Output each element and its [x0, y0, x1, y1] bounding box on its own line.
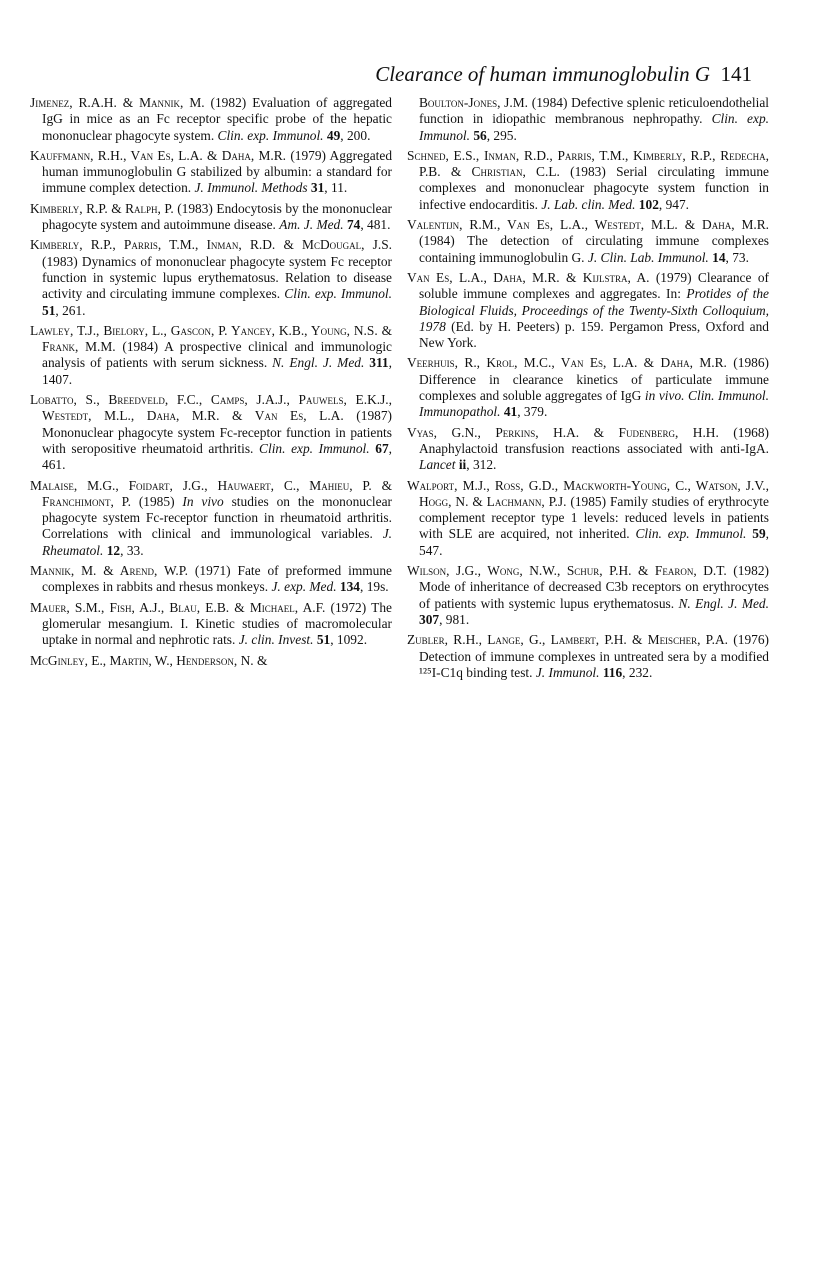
reference-pages: , 1407.: [42, 355, 392, 387]
reference-pages: , 19s.: [360, 579, 389, 595]
reference-volume: 67: [375, 440, 389, 456]
reference-year: (1984): [531, 95, 568, 110]
reference-authors: Mannik, M. & Arend, W.P.: [30, 563, 189, 579]
reference-title: Anaphylactoid transfusion reactions associated with anti-IgA.: [419, 440, 769, 456]
reference-authors: Schned, E.S., Inman, R.D., Parris, T.M., Kimberly, R.P., Redecha, P.B. & Christian, C.L.: [407, 147, 769, 180]
reference-pages: , 200.: [340, 127, 371, 143]
reference-title: Defective splenic reticuloendothelial function in idiopathic membranous nephropathy.: [419, 95, 769, 127]
reference-pages: , 379.: [517, 404, 548, 420]
reference-pages: , 33.: [120, 542, 144, 558]
reference-volume: 51: [42, 302, 56, 318]
reference-title: A prospective clinical and immunologic analysis of patients with serum sickness.: [42, 339, 393, 371]
reference-volume: 56: [473, 127, 487, 143]
reference-journal: Clin. exp. Immunol.: [284, 286, 393, 302]
reference-title: Difference in clearance kinetics of particulate immune complexes and soluble aggregates of IgG: [419, 371, 769, 404]
reference-entry: [30, 478, 392, 559]
reference-entry: [407, 355, 769, 420]
reference-year: (1979): [655, 269, 692, 285]
reference-title: Aggregated human immunoglobulin G stabilized by albumin: a standard for immune complex detection.: [42, 147, 393, 196]
reference-authors: Mauer, S.M., Fish, A.J., Blau, E.B. & Michael, A.F.: [30, 599, 326, 615]
reference-year: (1983): [570, 164, 606, 180]
reference-year: (1987): [356, 408, 392, 424]
reference-title: Endocytosis by the mononuclear phagocyte system and autoimmune disease.: [42, 200, 392, 233]
reference-volume: 59: [752, 526, 766, 542]
reference-pages: , 547.: [419, 526, 770, 558]
reference-journal: Am. J. Med.: [279, 217, 344, 233]
reference-authors: Kimberly, R.P. & Ralph, P.: [30, 200, 174, 216]
reference-year: (1976): [733, 632, 769, 648]
reference-authors: Vyas, G.N., Perkins, H.A. & Fudenberg, H.H.: [407, 424, 719, 440]
reference-title: Evaluation of aggregated IgG in mice as an Fc receptor specific probe of the hepatic mononuclear phagocyte system.: [42, 95, 392, 143]
reference-title: studies on the mononuclear phagocyte system Fc-receptor function in rheumatoid arthritis. Correlations with clinical and immunological variables.: [42, 493, 392, 542]
reference-entry: [407, 270, 769, 351]
reference-volume: 102: [638, 196, 659, 212]
reference-journal: J. Immunol. Methods: [194, 180, 308, 196]
reference-title: Mononuclear phagocyte system Fc-receptor function in patients with seropositive rheumatoid arthritis.: [42, 424, 392, 456]
reference-journal: J. exp. Med.: [271, 579, 337, 595]
reference-authors: Boulton-Jones, J.M.: [419, 95, 528, 110]
reference-pages: , 461.: [42, 440, 392, 473]
reference-title-italic: In vivo: [182, 493, 224, 509]
reference-pages: , 11.: [324, 180, 348, 196]
reference-volume: 311: [369, 355, 389, 371]
reference-volume: 41: [503, 404, 518, 420]
reference-year: (1985): [138, 493, 175, 509]
reference-volume: 12: [106, 542, 121, 558]
reference-pages: (Ed. by H. Peeters) p. 159. Pergamon Press, Oxford and New York.: [419, 318, 769, 351]
reference-year: (1983): [177, 200, 213, 216]
reference-entry: [30, 563, 392, 596]
reference-authors: Valentijn, R.M., Van Es, L.A., Westedt, M.L. & Daha, M.R.: [407, 217, 769, 233]
reference-year: (1971): [194, 563, 231, 579]
reference-authors: Lobatto, S., Breedveld, F.C., Camps, J.A.J., Pauwels, E.K.J., Westedt, M.L., Daha, M.R. & Van Es, L.A.: [30, 392, 392, 424]
reference-entry: [30, 201, 392, 234]
reference-authors: Malaise, M.G., Foidart, J.G., Hauwaert, C., Mahieu, P. & Franchimont, P.: [30, 477, 392, 509]
reference-volume: 14: [712, 249, 726, 265]
reference-year: (1985): [570, 493, 607, 509]
reference-entry: [407, 478, 769, 559]
reference-entry: [30, 600, 392, 649]
reference-year: (1982): [210, 95, 247, 110]
reference-title: The detection of circulating immune complexes containing immunoglobulin G.: [419, 233, 769, 265]
reference-entry: [407, 95, 769, 144]
reference-entry: [407, 217, 769, 266]
reference-title: Mode of inheritance of decreased C3b receptors on erythrocytes of patients with systemic lupus erythematosus.: [419, 579, 769, 611]
reference-year: (1984): [419, 233, 455, 249]
reference-journal: Lancet: [419, 457, 456, 473]
reference-volume: 116: [602, 664, 623, 680]
reference-entry: [30, 323, 392, 388]
reference-title: Detection of immune complexes in untreated sera by a modified ¹²⁵I-C1q binding test.: [419, 648, 769, 680]
reference-volume: 134: [339, 579, 360, 595]
reference-volume: 51: [316, 632, 331, 648]
reference-year: (1984): [122, 339, 159, 355]
reference-title: Fate of preformed immune complexes in rabbits and rhesus monkeys.: [42, 563, 393, 595]
reference-entry: [30, 95, 392, 144]
reference-pages: , 73.: [725, 249, 749, 265]
reference-journal: Clin. exp. Immunol.: [217, 127, 324, 143]
reference-pages: , 981.: [439, 611, 470, 627]
reference-volume: 74: [346, 217, 361, 233]
reference-pages: , 232.: [622, 664, 653, 680]
running-title: Clearance of human immunoglobulin G: [375, 62, 710, 86]
reference-authors: Kauffmann, R.H., Van Es, L.A. & Daha, M.R.: [30, 147, 287, 163]
reference-authors: Jimenez, R.A.H. & Mannik, M.: [30, 95, 205, 110]
reference-authors: Lawley, T.J., Bielory, L., Gascon, P. Yancey, K.B., Young, N.S. & Frank, M.M.: [30, 322, 392, 355]
reference-journal: J. clin. Invest.: [238, 632, 314, 648]
reference-volume: 307: [419, 611, 440, 627]
reference-authors: Veerhuis, R., Krol, M.C., Van Es, L.A. & Daha, M.R.: [407, 355, 727, 371]
page-header: [232, 62, 752, 90]
reference-title-italic: in vivo.: [644, 388, 685, 404]
page-number: 141: [720, 62, 752, 86]
reference-title: The glomerular mesangium. I. Kinetic studies of macromolecular uptake in normal and nephrotic rats.: [42, 599, 392, 648]
reference-authors: Walport, M.J., Ross, G.D., Mackworth-Young, C., Watson, J.V., Hogg, N. & Lachmann, P.J.: [407, 477, 769, 509]
reference-authors: Wilson, J.G., Wong, N.W., Schur, P.H. & Fearon, D.T.: [407, 563, 727, 579]
reference-entry: [30, 392, 392, 473]
reference-column-right: [407, 95, 769, 685]
reference-year: (1986): [733, 355, 769, 371]
reference-volume: 31: [310, 180, 325, 196]
reference-pages: , 295.: [486, 127, 517, 143]
reference-pages: , 1092.: [330, 632, 368, 648]
reference-journal: J. Immunol.: [535, 664, 600, 680]
reference-entry: [407, 632, 769, 681]
reference-column-left: [30, 95, 392, 673]
reference-entry: [407, 148, 769, 213]
reference-entry: [30, 148, 392, 197]
reference-authors: Van Es, L.A., Daha, M.R. & Kijlstra, A.: [407, 269, 650, 285]
reference-journal: N. Engl. J. Med.: [678, 595, 769, 611]
reference-pages: , 261.: [55, 302, 86, 318]
reference-journal: J. Rheumatol.: [42, 526, 392, 558]
reference-authors: Zubler, R.H., Lange, G., Lambert, P.H. & Meischer, P.A.: [407, 632, 729, 648]
reference-year: (1968): [733, 424, 769, 440]
reference-year: (1972): [330, 599, 367, 615]
reference-journal: Clin. exp. Immunol.: [259, 440, 370, 456]
reference-entry: [30, 653, 392, 669]
reference-year: (1982): [733, 563, 769, 579]
reference-year: (1979): [290, 147, 327, 163]
reference-title: Family studies of erythrocyte complement receptor type 1 levels: reduced levels in patients with SLE are acquired, not inherited.: [419, 493, 769, 542]
reference-entry: [407, 425, 769, 474]
reference-volume: ii: [458, 457, 467, 473]
reference-journal: J. Lab. clin. Med.: [541, 196, 636, 212]
reference-title: Serial circulating immune complexes and mononuclear phagocyte system function in infective endocarditis.: [419, 164, 769, 212]
reference-journal: Clin. exp. Immunol.: [635, 526, 747, 542]
reference-journal: Clin. Immunol. Immunopathol.: [419, 388, 769, 420]
reference-journal: Protides of the Biological Fluids, Proceedings of the Twenty-Sixth Colloquium, 1978: [419, 286, 769, 334]
reference-pages: , 481.: [360, 217, 391, 233]
reference-title: Dynamics of mononuclear phagocyte system Fc receptor function in systemic lupus erythematosus. Relation to disease activity and circulating immune complexes.: [42, 253, 392, 302]
reference-title: Clearance of soluble immune complexes and aggregates. In:: [419, 269, 769, 302]
reference-year: (1983): [42, 253, 78, 269]
reference-journal: Clin. exp. Immunol.: [419, 111, 769, 143]
reference-entry: [407, 563, 769, 628]
reference-entry: [30, 237, 392, 318]
reference-pages: , 947.: [658, 196, 690, 212]
reference-journal: J. Clin. Lab. Immunol.: [587, 249, 709, 265]
reference-authors: McGinley, E., Martin, W., Henderson, N. &: [30, 652, 268, 668]
reference-pages: , 312.: [466, 457, 497, 473]
reference-authors: Kimberly, R.P., Parris, T.M., Inman, R.D. & McDougal, J.S.: [30, 237, 392, 253]
reference-volume: 49: [326, 127, 341, 143]
reference-journal: N. Engl. J. Med.: [272, 355, 365, 371]
